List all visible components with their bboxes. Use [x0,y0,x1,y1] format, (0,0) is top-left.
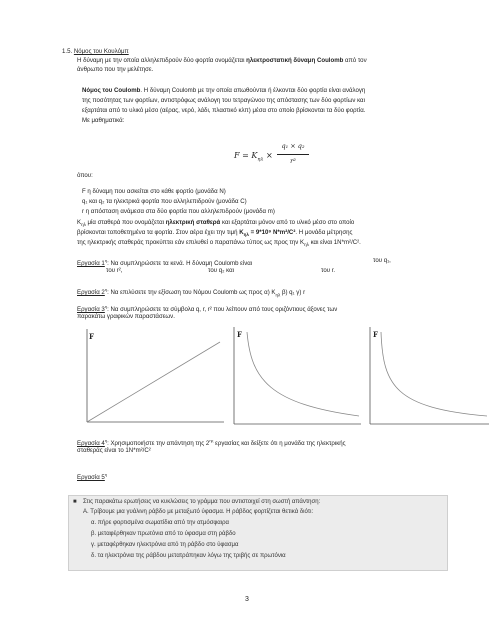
task-2-sup: η [104,287,108,292]
k-symbol: Κ [77,219,82,226]
task-2-text-end: β) q₁ γ) r [280,289,306,297]
formula-numerator: q₁ × q₂ [281,142,305,150]
task-1-sup: η [104,258,108,263]
constant-text-3-end: και είναι 1Ν*m²/C². [308,239,361,246]
constant-bold-term: ηλεκτρική σταθερά [165,219,221,226]
constant-text-3: της ηλεκτρικής σταθεράς προκύπτει εάν επιλυθεί ο παραπάνω τύπος ως προς την Κ [77,239,305,246]
graph-inverse [229,324,363,430]
constant-line-1 [77,219,354,229]
task-4-sup: η [104,438,108,443]
task-2-text: : Να επιλύσετε την εξίσωση του Νόμου Coulomb ως προς α) Κ [107,289,276,297]
task-2-label: Εργασία 2 [77,289,105,297]
task-1-label: Εργασία 1 [77,260,105,268]
task-5-line-1 [77,471,107,482]
constant-line-3 [77,239,361,249]
task-1-blank-q2: του q₂ και [208,267,235,274]
quiz-box [68,495,448,571]
graph-3-curve [381,332,487,416]
graph-2-curve [247,332,359,416]
graph-1-line [87,342,220,422]
quiz-option-b[interactable]: β. μεταφέρθηκαν πρωτόνια από το ύφασμα στη ράβδο [91,531,236,537]
task-4-text: : Χρησιμοποιήστε την απάντηση της 2 [107,440,210,448]
section-number: 1.5. [62,48,73,55]
law-line-1 [82,87,365,95]
law-text: . Η δύναμη Coulomb με την οποία απωθούνται ή έλκονται δύο φορτία είναι ανάλογη [140,87,366,94]
quiz-question-text: Τρίβουμε μια γυάλινη ράβδο με μεταξωτό ύφασμα. Η ράβδος φορτίζεται θετικά διότι: [90,509,314,515]
task-1-blank-r: του r. [321,267,336,274]
intro-line-2: άνθρωπο που την μελέτησε. [77,66,154,73]
task-3-label: Εργασία 3 [77,306,105,314]
constant-text: μία σταθερά που ονομάζεται [85,219,166,226]
task-1-blank-q1: του q₁, [373,257,391,264]
task-3-text: : Να συμπληρώσετε τα σύμβολα q, r, r² που λείπουν από τους οριζόντιους άξονες των [107,306,338,314]
constant-text-2: βρίσκονται τοποθετημένα τα φορτία. Στον αέρα έχει την τιμή [77,229,240,236]
page-number: 3 [245,596,249,603]
constant-line-2 [77,229,353,239]
constant-text-end: και εξαρτάται μόνον από το υλικό μέσο στο οποίο [220,219,355,226]
intro-bold-term: ηλεκτροστατική δύναμη Coulomb [246,57,344,64]
formula-subscript: ηλ [257,156,264,163]
task-4-text-sup: ης [209,438,214,443]
graph-linear [80,326,226,428]
task-3-line-2: παρακάτω γραφικών παραστάσεων. [77,313,175,320]
constant-text-2-end: . Η μονάδα μέτρησης [295,229,353,236]
section-heading [62,48,129,56]
quiz-instruction: Στις παρακάτω ερωτήσεις να κυκλώσεις το γράμμα που αντιστοιχεί στη σωστή απάντηση: [83,499,321,505]
task-5-sup: η [104,472,108,477]
intro-line-1 [77,57,367,65]
definition-q: q₁ και q₂ τα ηλεκτρικά φορτία που αλληλεπιδρούν (μονάδα C) [82,198,247,205]
task-1-text: : Να συμπληρώσετε τα κενά. Η δύναμη Coulomb είναι [107,260,253,268]
constant-value-k: Κ [239,229,244,236]
intro-text-end: από τον [343,57,367,64]
law-line-2: της ποσότητας των φορτίων, αντιστρόφως ανάλογη του τετραγώνου της απόστασης των δύο φορτίων και [82,97,365,104]
formula-f: F = K [234,151,258,160]
section-title: Νόμος του Κουλόμπ [73,48,129,55]
graph-2-axis-label: F [237,330,242,339]
where-label: όπου: [77,172,93,179]
quiz-question-label: Α. [83,509,89,515]
task-4-line-2: σταθεράς είναι το 1Ν*m²/C² [77,447,151,454]
task-3-sup: η [104,304,108,309]
task-1-blank-r2: του r², [106,267,123,274]
definition-r: r η απόσταση ανάμεσα στα δύο φορτία που αλληλεπιδρούν (μονάδα m) [82,208,275,215]
task-2-sub: ηλ [275,292,281,298]
formula-times: × [266,151,273,160]
task-5-label: Εργασία 5 [77,474,105,482]
constant-value-sub: ηλ [243,232,249,238]
formula-denominator: r² [290,157,296,165]
task-4-label: Εργασία 4 [77,440,105,448]
definition-f: F η δύναμη που ασκείται στο κάθε φορτίο (μονάδα Ν) [82,188,226,195]
intro-text: Η δύναμη με την οποία αλληλεπιδρούν δύο φορτία ονομάζεται [77,57,247,64]
quiz-option-c[interactable]: γ. μεταφέρθηκαν ηλεκτρόνια από τη ράβδο στο ύφασμα [91,542,239,548]
quiz-option-d[interactable]: δ. τα ηλεκτρόνια της ράβδου μετατράπηκαν λόγω της τριβής σε πρωτόνια [91,553,286,559]
constant-text-3-sub: ηλ [304,242,309,248]
k-subscript: ηλ [81,222,86,228]
task-2-line-1 [77,286,305,299]
quiz-question [83,508,313,516]
constant-value: = 9*10⁹ Ν*m²/C² [248,229,296,236]
graph-1-axis-label: F [89,332,94,341]
task-4-text-end: εργασίας και δείξετε ότι η μονάδα της ηλεκτρικής [213,440,346,448]
law-line-4: Με μαθηματικά: [82,117,125,124]
graph-3-axis-label: F [373,330,378,339]
law-bold-term: Νόμος του Coulomb [82,87,141,94]
quiz-option-a[interactable]: α. πήρε φορτισμένα σωματίδια από την ατμόσφαιρα [91,520,229,526]
formula-lhs [234,151,273,163]
law-line-3: εξαρτάται από το υλικό μέσο (αέρας, νερό, λάδι, πλαστικό κλπ) μέσα στο οποίο βρίσκονται τα δύο φορτία. [82,107,366,114]
quiz-bullet: ■ [73,499,77,505]
fraction-bar [277,154,309,155]
graph-inverse-square [365,324,493,430]
